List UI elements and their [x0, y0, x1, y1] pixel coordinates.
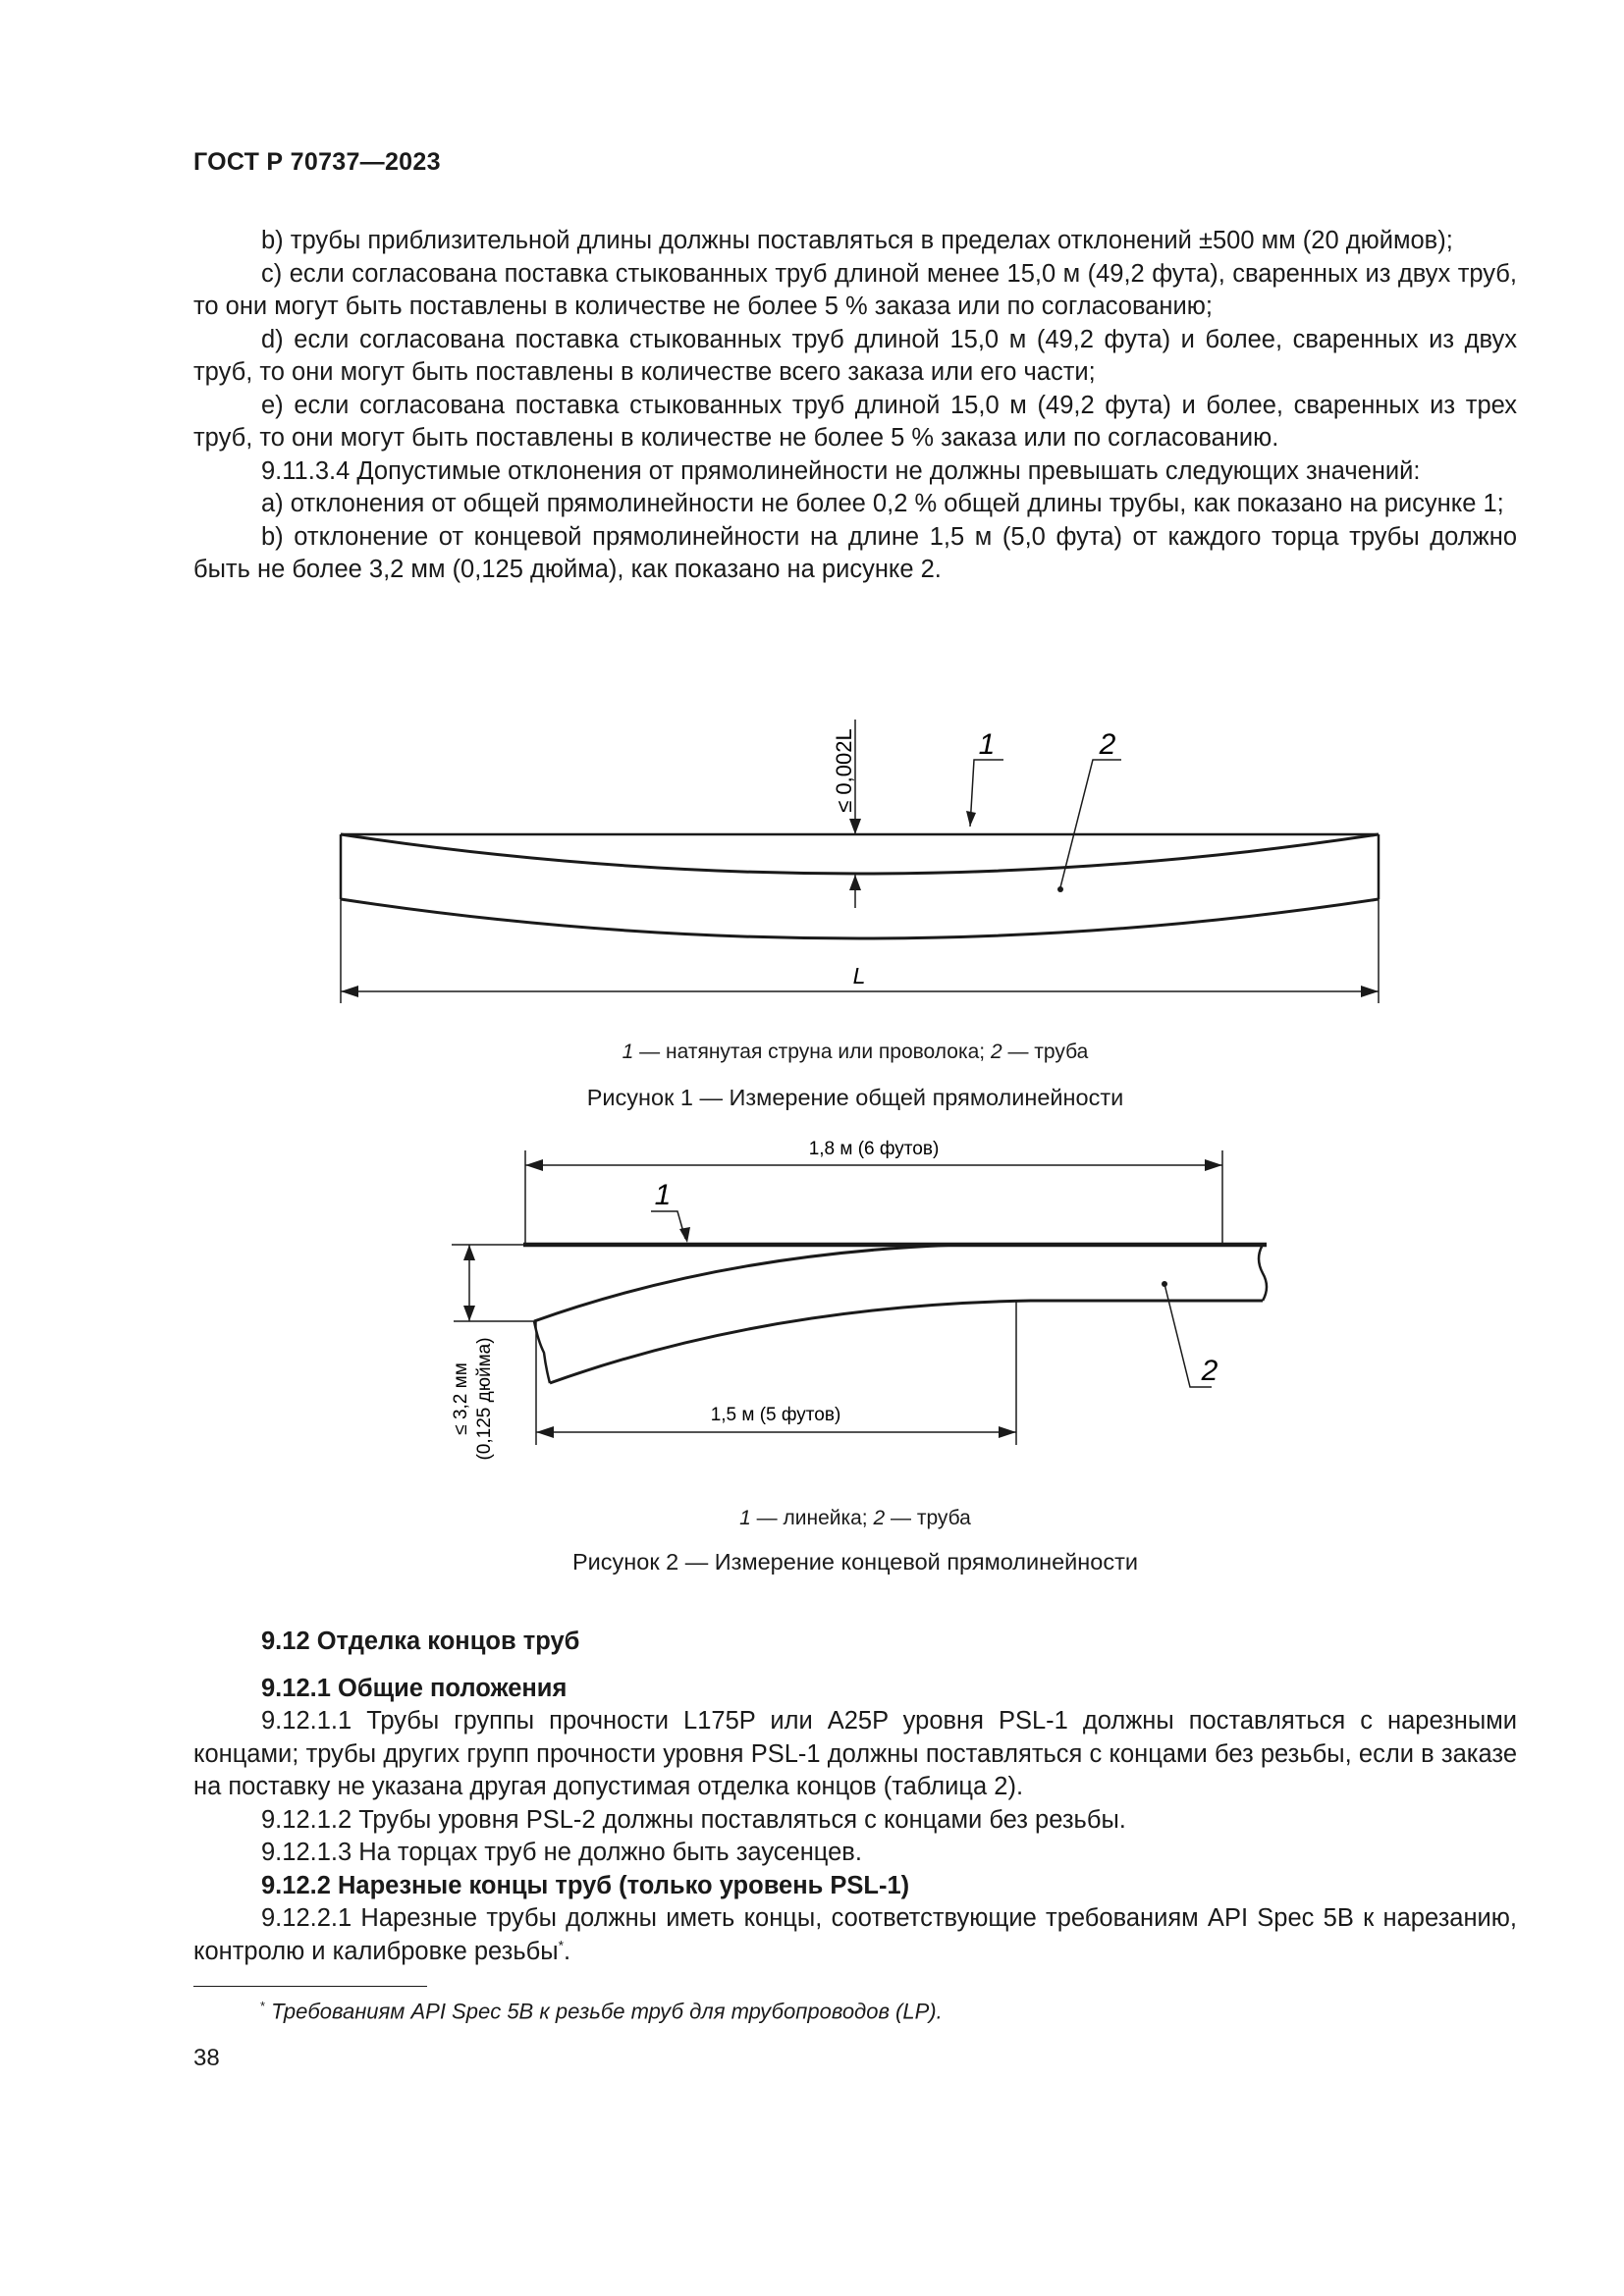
paragraph: 9.11.3.4 Допустимые отклонения от прямолинейности не должны превышать следующих значений:: [261, 456, 1421, 485]
figure2-callout-2: 2: [1201, 1355, 1218, 1387]
document-header: ГОСТ Р 70737—2023: [193, 148, 441, 176]
section-9-12: [193, 1626, 1517, 1968]
figure1-caption: Рисунок 1 — Измерение общей прямолинейности: [586, 1085, 1124, 1110]
paragraph-text: 9.12.2.1 Нарезные трубы должны иметь концы, соответствующие требованиям API Spec 5B к нарезанию, контролю и калибровке резьбы: [193, 1904, 1517, 1965]
footnote-divider: [193, 1986, 427, 1987]
paragraph: 9.12.1.1 Трубы группы прочности L175P или A25P уровня PSL-1 должны поставляться с нарезными концами; трубы других групп прочности уровня PSL-1 должны поставляться с концами без резьбы, если в заказе на поставку не указана другая допустимая отделка концов (таблица 2).: [193, 1707, 1517, 1800]
paragraph: a) отклонения от общей прямолинейности не более 0,2 % общей длины трубы, как показано на рисунке 1;: [261, 490, 1504, 517]
figure2-callout-1-arrowhead: [679, 1227, 690, 1243]
paragraph: d) если согласована поставка стыкованных труб длиной 15,0 м (49,2 фута) и более, сваренных из двух труб, то они могут быть поставлены в количестве всего заказа или его части;: [193, 325, 1517, 386]
paragraph: b) отклонение от концевой прямолинейности на длине 1,5 м (5,0 фута) от каждого торца трубы должно быть не более 3,2 мм (0,125 дюйма), как показано на рисунке 2.: [193, 522, 1517, 583]
figure2-pipe-right-break: [1259, 1245, 1267, 1301]
page-number: 38: [193, 2045, 220, 2071]
legend-text: — труба: [1001, 1041, 1089, 1063]
figure2-pipe-top-curve: [534, 1245, 962, 1321]
legend-text: — труба: [885, 1507, 971, 1529]
legend-number: 2: [990, 1041, 1002, 1063]
figure2-vertical-arrow-down: [463, 1306, 475, 1321]
paragraph-end: .: [564, 1937, 571, 1965]
figure2-callout-1-leader: [651, 1211, 685, 1239]
subsection-heading: 9.12.2 Нарезные концы труб (только уровень PSL-1): [261, 1871, 910, 1899]
legend-number: 1: [739, 1507, 751, 1529]
paragraph: 9.12.1.3 На торцах труб не должно быть заусенцев.: [261, 1839, 862, 1866]
figure2-caption: Рисунок 2 — Измерение концевой прямолинейности: [572, 1549, 1138, 1575]
figure1-callout-1: 1: [978, 728, 996, 761]
section-heading: 9.12 Отделка концов труб: [261, 1628, 580, 1655]
legend-number: 1: [622, 1041, 634, 1063]
footnote-text: Требованиям API Spec 5B к резьбе труб для трубопроводов (LP).: [265, 1999, 943, 2024]
legend-text: — линейка;: [750, 1507, 874, 1529]
figure2-bottom-arrow-left: [536, 1426, 554, 1438]
figure2-pipe-bottom: [550, 1301, 1263, 1383]
figure2-bottom-dimension-label: 1,5 м (5 футов): [710, 1405, 841, 1425]
footnote: [260, 1999, 943, 2024]
paragraph: b) трубы приблизительной длины должны поставляться в пределах отклонений ±500 мм (20 дюймов);: [261, 227, 1453, 254]
figure2-bottom-arrow-right: [999, 1426, 1016, 1438]
figure2-legend: [193, 1507, 1517, 1530]
paragraph: c) если согласована поставка стыкованных труб длиной менее 15,0 м (49,2 фута), сваренных из двух труб, то они могут быть поставлены в количестве не более 5 % заказа или по согласованию;: [193, 259, 1517, 320]
figure2-vertical-arrow-up: [463, 1245, 475, 1260]
subsection-heading: 9.12.1 Общие положения: [261, 1674, 568, 1702]
figure2-vertical-label-2: (0,125 дюйма): [474, 1337, 495, 1461]
legend-text: — натянутая струна или проволока;: [633, 1041, 991, 1063]
footnote-mark: *: [260, 1999, 266, 2013]
figure2-top-arrow-left: [525, 1159, 543, 1171]
figure2-callout-1: 1: [654, 1179, 672, 1211]
figure2-callout-2-dot: [1162, 1281, 1167, 1287]
footnote-reference[interactable]: *: [558, 1937, 565, 1952]
figure2-top-dimension-label: 1,8 м (6 футов): [808, 1139, 940, 1159]
paragraph: e) если согласована поставка стыкованных труб длиной 15,0 м (49,2 фута) и более, сваренных из трех труб, то они могут быть поставлены в количестве не более 5 % заказа или по согласованию.: [193, 391, 1517, 452]
figure1-callout-2: 2: [1099, 728, 1116, 761]
figure1-deviation-label: ≤ 0,002L: [832, 728, 856, 813]
figure1-length-label: L: [852, 963, 866, 988]
paragraph: 9.12.1.2 Трубы уровня PSL-2 должны поставляться с концами без резьбы.: [261, 1805, 1126, 1834]
figure2-vertical-label-1: ≤ 3,2 мм: [451, 1362, 471, 1435]
paragraph: [193, 1902, 1517, 1968]
figure2-top-arrow-right: [1205, 1159, 1222, 1171]
legend-number: 2: [873, 1507, 886, 1529]
